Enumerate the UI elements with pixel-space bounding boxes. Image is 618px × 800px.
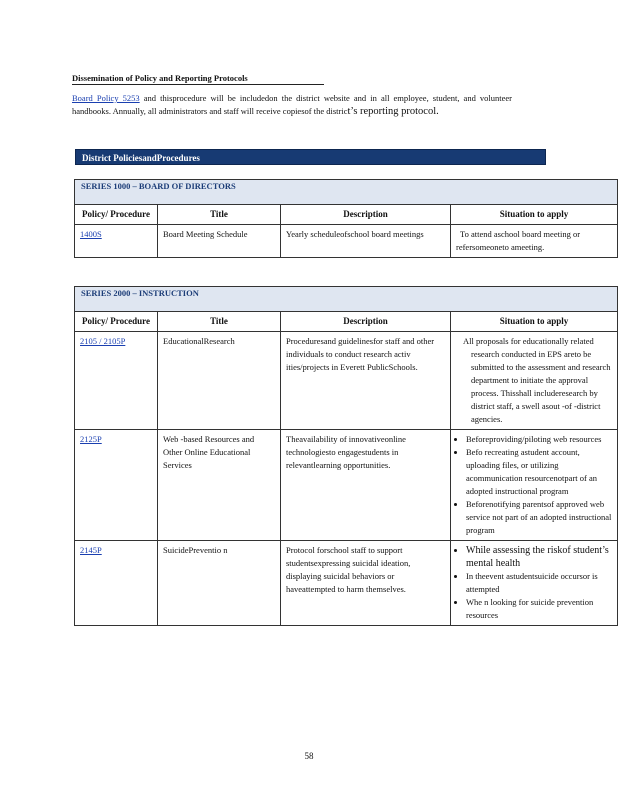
list-item: • Whe n looking for suicide prevention resources	[466, 596, 612, 622]
policy-situation: All proposals for educationally related research conducted in EPS areto be submitted to the assessment and research department to initiate the approval process. Thisshall includeresearch by district staff, a swell asout -of -district agencies.	[451, 332, 618, 430]
policy-situation	[451, 430, 618, 541]
policy-situation: To attend aschool board meeting or refersomeoneto ameeting.	[451, 225, 618, 258]
policy-description: Protocol forschool staff to support studentsexpressing suicidal ideation, displaying suicidal behaviors or haveattempted to harm themselves.	[281, 541, 451, 626]
list-item: • In theevent astudentsuicide occursor is attempted	[466, 570, 612, 596]
col-header-situation: Situation to apply	[451, 205, 618, 225]
policy-title: Board Meeting Schedule	[158, 225, 281, 258]
table-row	[75, 225, 618, 258]
policy-link[interactable]: 2145P	[80, 545, 102, 555]
policy-link[interactable]: 2125P	[80, 434, 102, 444]
policy-title: Web -based Resources and Other Online Educational Services	[158, 430, 281, 541]
col-header-policy: Policy/ Procedure	[75, 312, 158, 332]
series-2000-table	[74, 286, 618, 626]
table-row	[75, 430, 618, 541]
policy-link[interactable]: 2105 / 2105P	[80, 336, 126, 346]
list-item: • While assessing the riskof student’s mental health	[466, 544, 612, 570]
policy-description: Proceduresand guidelinesfor staff and other individuals to conduct research activ ities/projects in Everett PublicSchools.	[281, 332, 451, 430]
policy-description: Theavailability of innovativeonline technologiesto engagestudents in relevantlearning opportunities.	[281, 430, 451, 541]
series-1000-table	[74, 179, 618, 258]
list-item: • Befo recreating astudent account, uploading files, or utilizing acommunication resourcenotpart of an adopted instructional program	[466, 446, 612, 498]
list-item: • Beforenotifying parentsof approved web service not part of an adopted instructional program	[466, 498, 612, 537]
series-2000-title: SERIES 2000 – INSTRUCTION	[75, 287, 618, 312]
board-policy-link[interactable]: Board Policy 5253	[72, 93, 140, 103]
policy-description: Yearly scheduleofschool board meetings	[281, 225, 451, 258]
section-heading: Dissemination of Policy and Reporting Protocols	[72, 73, 248, 83]
intro-text: and thisprocedure will be includedon the district website and in all employee, student, and volunteer handbooks. Annually, all administrators and staff will receive copiesof the distric	[72, 93, 512, 116]
col-header-description: Description	[281, 312, 451, 332]
district-policies-bar: District PoliciesandProcedures	[75, 149, 546, 165]
policy-situation	[451, 541, 618, 626]
col-header-policy: Policy/ Procedure	[75, 205, 158, 225]
intro-text-end: t’s reporting protocol.	[347, 105, 439, 117]
col-header-title: Title	[158, 205, 281, 225]
policy-title: EducationalResearch	[158, 332, 281, 430]
col-header-description: Description	[281, 205, 451, 225]
col-header-title: Title	[158, 312, 281, 332]
col-header-situation: Situation to apply	[451, 312, 618, 332]
table-row	[75, 332, 618, 430]
policy-title: SuicidePreventio n	[158, 541, 281, 626]
heading-underline	[72, 84, 324, 85]
policy-link[interactable]: 1400S	[80, 229, 102, 239]
table-row	[75, 541, 618, 626]
list-item: • Beforeproviding/piloting web resources	[466, 433, 612, 446]
page-number: 58	[304, 751, 314, 761]
series-1000-title: SERIES 1000 – BOARD OF DIRECTORS	[75, 180, 618, 205]
intro-paragraph	[72, 92, 512, 118]
